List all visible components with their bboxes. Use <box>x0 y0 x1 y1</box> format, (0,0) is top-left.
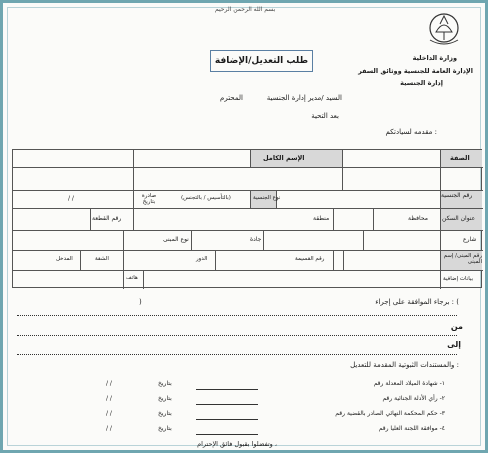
presented-line: مقدمه لسيادتكم : <box>385 128 437 136</box>
label-area: منطقة <box>313 215 330 222</box>
ministry-name: وزارة الداخلية <box>412 54 457 62</box>
document-date-label: بتاريخ <box>158 410 172 417</box>
label-from: من <box>450 322 463 331</box>
document-date-slashes: / / <box>106 425 112 432</box>
document-item: ١- شهادة الميلاد المعدلة رقم <box>373 380 445 387</box>
label-building-no: رقم المبنى/ إسم المبنى <box>443 253 482 266</box>
department-name: إدارة الجنسية <box>400 79 443 87</box>
label-entrance: المدخل <box>56 256 73 262</box>
document-item: ٣- حكم المحكمة النهائي الصادر بالقضية رقم <box>335 410 445 417</box>
label-additional-data: بيانات إضافية <box>443 276 474 282</box>
label-plot-no: رقم القطعة <box>92 215 122 222</box>
greeting: بعد التحية <box>311 112 339 120</box>
approve-request-label: برجاء الموافقة على إجراء : ( <box>375 298 459 306</box>
document-number-line <box>196 404 258 405</box>
label-full-name: الإسم الكامل <box>263 154 305 162</box>
request-divider <box>17 315 457 316</box>
general-administration: الإدارة العامة للجنسية ووثائق السفر <box>358 67 473 75</box>
document-date-label: بتاريخ <box>158 395 172 402</box>
label-phone: هاتف <box>126 275 138 281</box>
document-date-label: بتاريخ <box>158 380 172 387</box>
closing-remark: وتفضلوا بقبول فائق الإحترام ، <box>197 440 277 448</box>
documents-heading: والمستندات الثبوتية المقدمة للتعديل : <box>350 361 459 369</box>
document-number-line <box>196 389 258 390</box>
form-title: طلب التعديل/الإضافة <box>210 50 313 72</box>
label-parcel-no: رقم القسيمة <box>295 256 325 262</box>
approve-request-close: ) <box>139 298 142 306</box>
ministry-seal-icon <box>421 10 467 50</box>
addressee: السيد /مدير إدارة الجنسية <box>266 94 342 102</box>
document-item: ٢- رأي الأدلة الجنائية رقم <box>382 395 445 402</box>
label-to: إلى <box>447 340 461 349</box>
applicant-data-grid <box>12 149 482 288</box>
honorific: المحترم <box>220 94 243 102</box>
from-divider <box>17 335 457 336</box>
label-street: شارع <box>463 236 477 243</box>
label-governorate: محافظة <box>408 215 428 222</box>
issued-date-slashes: / / <box>68 195 74 202</box>
label-nationality-type: نوع الجنسية <box>253 195 281 201</box>
label-issued-on: صادرة بتاريخ <box>141 193 157 206</box>
label-attribute: الصفة <box>450 154 470 162</box>
document-number-line <box>196 434 258 435</box>
basmala: بسم الله الرحمن الرحيم <box>215 6 276 13</box>
document-date-slashes: / / <box>106 380 112 387</box>
document-item: ٤- موافقة اللجنة العليا رقم <box>378 425 445 432</box>
to-divider <box>17 354 457 355</box>
label-floor: الدور <box>196 256 208 262</box>
label-building-type: نوع المبنى <box>163 236 189 243</box>
label-nationality-no: رقم الجنسية <box>441 192 473 199</box>
document-date-label: بتاريخ <box>158 425 172 432</box>
document-date-slashes: / / <box>106 395 112 402</box>
label-residence-address: عنوان السكن <box>442 215 476 222</box>
label-nationality-basis: (بالتأسيس / بالتجنس) <box>181 195 231 201</box>
document-number-line <box>196 419 258 420</box>
label-apartment: الشقة <box>95 256 109 262</box>
label-avenue: جادة <box>250 236 262 243</box>
document-date-slashes: / / <box>106 410 112 417</box>
